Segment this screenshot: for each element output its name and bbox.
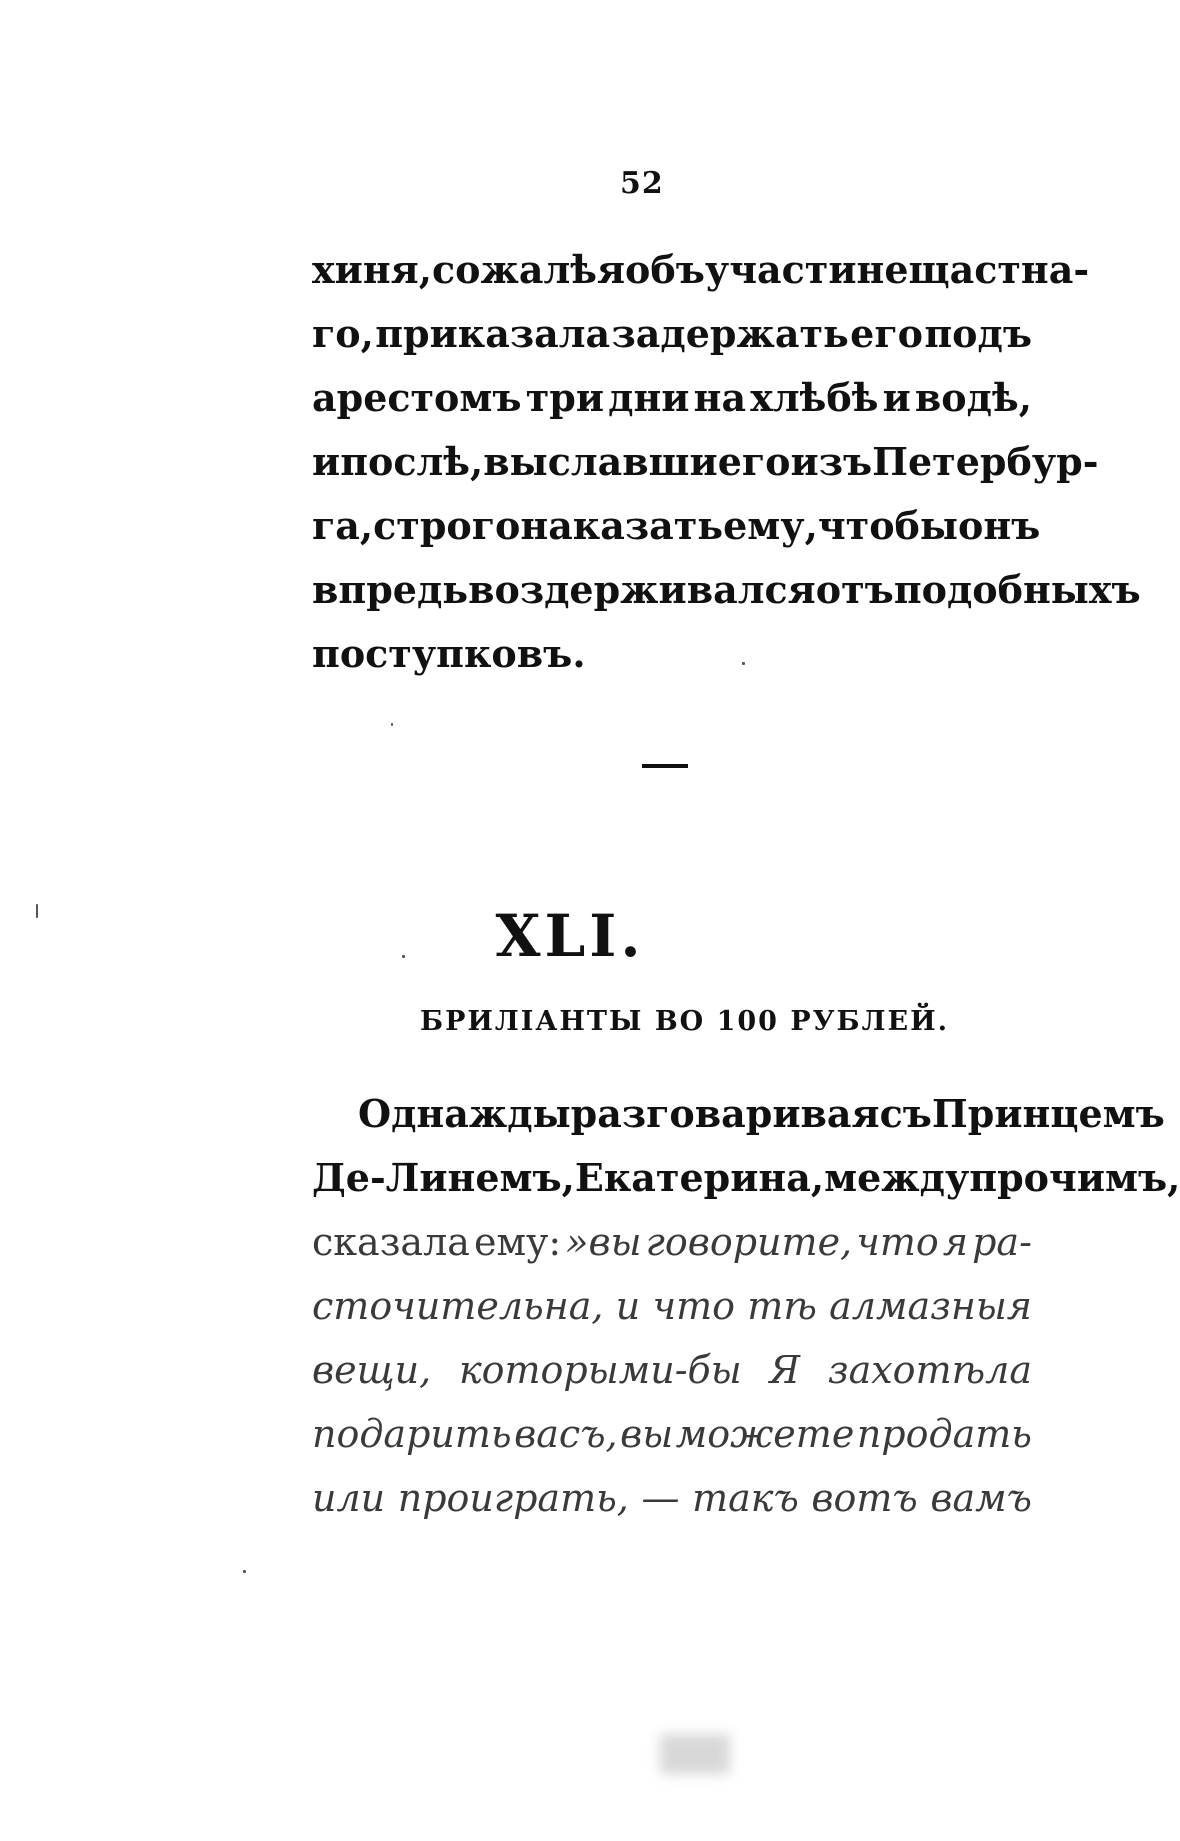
ink-speck [402, 955, 405, 958]
paragraph-1 [312, 238, 1141, 686]
text-line: хиня, сожалѣя объ участи нещастна- [312, 247, 1090, 292]
chapter-title: БРИЛІАНТЫ ВО 100 РУБЛЕЙ. [420, 1006, 949, 1037]
ink-speck [391, 723, 393, 726]
page-smudge [660, 1734, 730, 1774]
text-line: подарить васъ, вы можете продать [312, 1412, 1032, 1456]
text-line: га, строго наказать ему, чтобы онъ [312, 503, 1041, 548]
text-line: Однажды разговаривая съ Принцемъ [358, 1091, 1165, 1136]
text-line: впредь воздерживался отъ подобныхъ [312, 567, 1141, 612]
text-line: сточительна, и что тѣ алмазныя [312, 1284, 1032, 1328]
page-number: 52 [620, 166, 664, 201]
text-line: сказала ему: »вы говорите, что я ра- [312, 1220, 1032, 1264]
chapter-number: XLI. [495, 902, 645, 970]
ink-speck [36, 904, 38, 918]
text-line: Де-Линемъ,Екатерина, между прочимъ, [312, 1155, 1180, 1200]
text-line: и послѣ, выславши его изъ Петербур- [312, 439, 1099, 484]
ink-speck [243, 1570, 246, 1573]
text-line: арестомъ три дни на хлѣбѣ и водѣ, [312, 375, 1032, 420]
text-line: или проиграть, — такъ вотъ вамъ [312, 1476, 1032, 1520]
text-line: вещи, которыми-бы Я захотѣла [312, 1348, 1032, 1392]
paragraph-2 [312, 1082, 1180, 1530]
section-divider [642, 764, 688, 768]
ink-speck [742, 662, 745, 665]
text-line: поступковъ. [312, 631, 586, 676]
text-line: го, приказала задержать его подъ [312, 311, 1032, 356]
